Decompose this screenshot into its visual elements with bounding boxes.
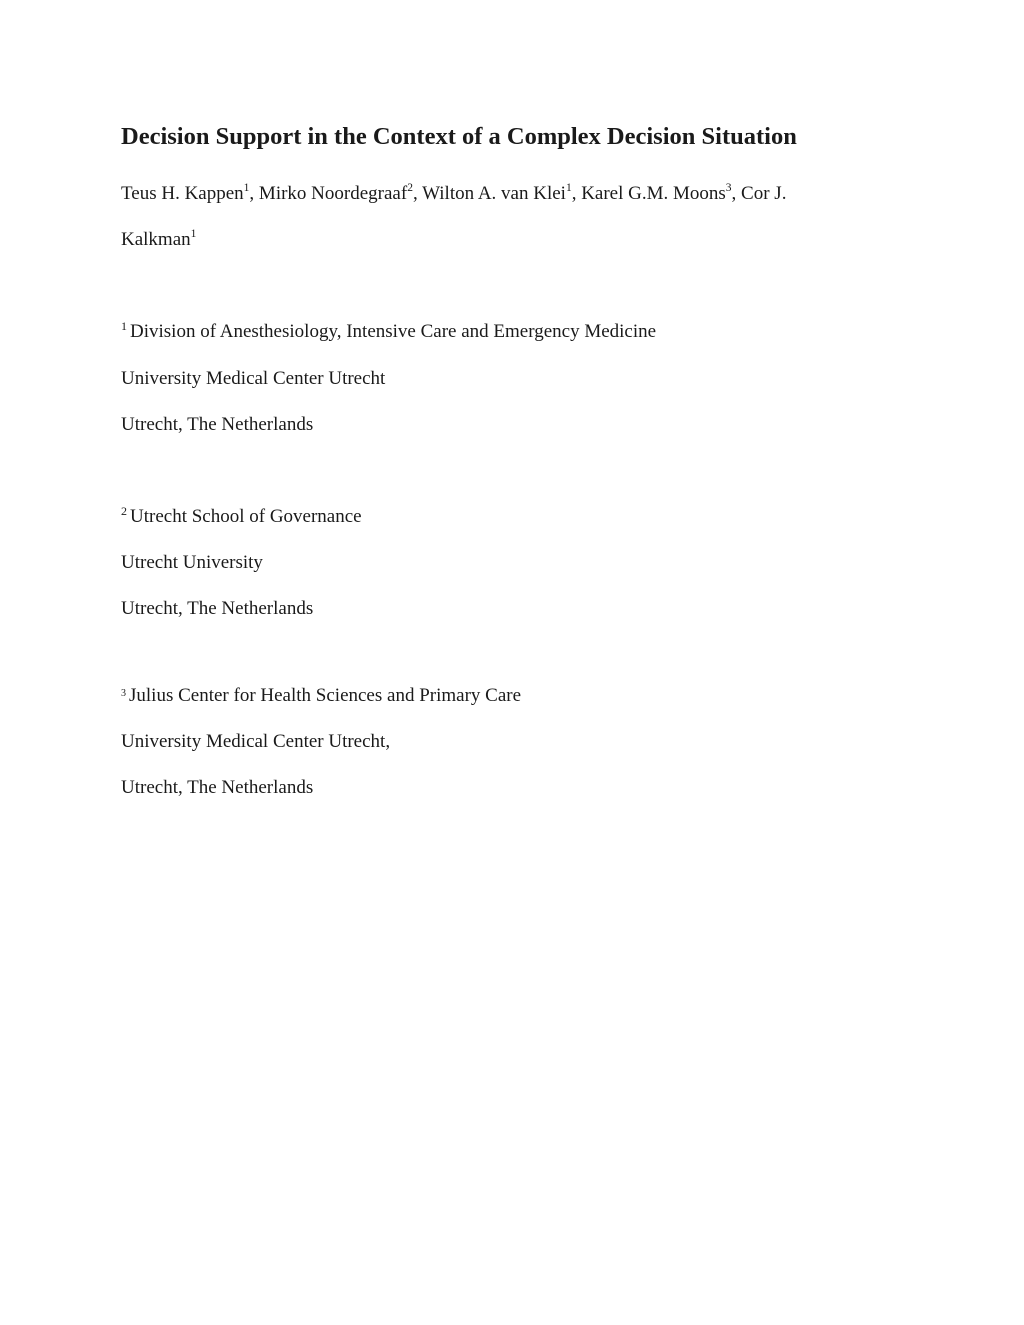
author-separator: , (412, 183, 423, 204)
author-list-line-2 (121, 228, 196, 252)
affiliation-text: Julius Center for Health Sciences and Primary Care (129, 685, 522, 706)
author-affiliation-mark: 1 (243, 181, 250, 194)
affiliation-mark: 2 (121, 503, 127, 518)
affiliation-2-line-2: Utrecht University (121, 552, 263, 573)
affiliation-text: Division of Anesthesiology, Intensive Care and Emergency Medicine (130, 321, 657, 342)
affiliation-3-line-1 (121, 684, 521, 708)
author-affiliation-mark: 1 (565, 181, 572, 194)
affiliation-2-line-1 (121, 505, 362, 529)
author-name: Wilton A. van Klei (422, 183, 566, 204)
affiliation-3-line-3: Utrecht, The Netherlands (121, 777, 314, 798)
affiliation-3-line-2: University Medical Center Utrecht, (121, 731, 391, 752)
affiliation-text: Utrecht School of Governance (130, 506, 362, 527)
author-name: Kalkman (121, 229, 191, 250)
author-separator: , Cor J. (731, 183, 787, 204)
author-affiliation-mark: 2 (407, 181, 413, 194)
author-separator: , (571, 183, 582, 204)
author-name: Teus H. Kappen (121, 183, 244, 204)
affiliation-1-line-1 (121, 320, 656, 344)
author-list-line-1 (121, 182, 786, 206)
affiliation-2-line-3: Utrecht, The Netherlands (121, 598, 314, 619)
author-separator: , (249, 183, 259, 204)
paper-title: Decision Support in the Context of a Complex Decision Situation (121, 123, 797, 150)
author-affiliation-mark: 1 (190, 227, 197, 240)
affiliation-mark: 1 (121, 318, 127, 333)
author-affiliation-mark: 3 (725, 181, 732, 194)
author-name: Karel G.M. Moons (581, 183, 726, 204)
author-name: Mirko Noordegraaf (258, 183, 408, 204)
affiliation-1-line-3: Utrecht, The Netherlands (121, 414, 314, 435)
affiliation-mark: 3 (121, 688, 126, 699)
affiliation-1-line-2: University Medical Center Utrecht (121, 368, 386, 389)
